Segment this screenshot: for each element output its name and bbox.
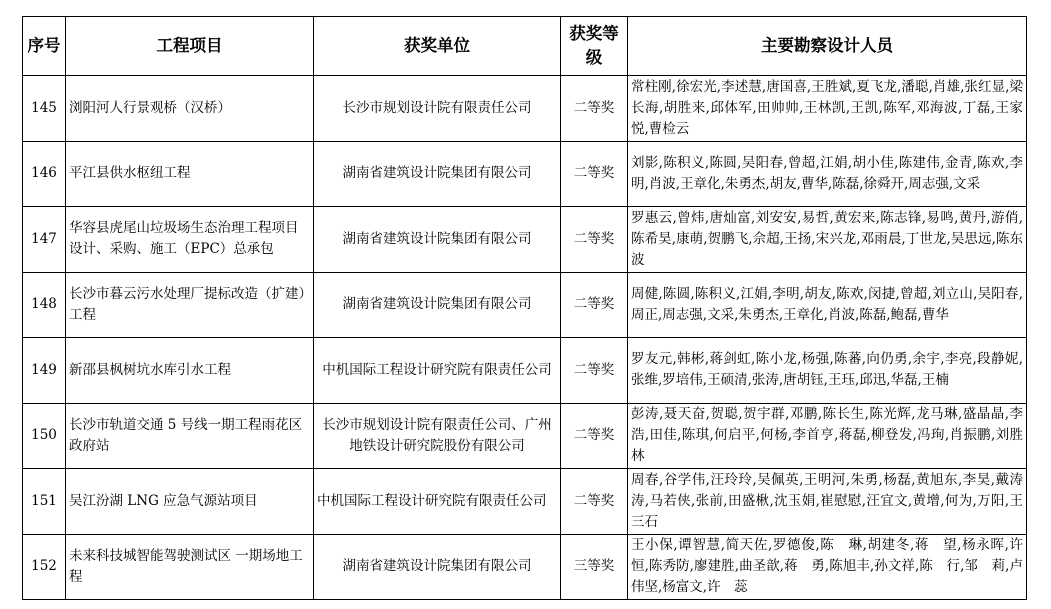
row-unit: 中机国际工程设计研究院有限责任公司 (314, 469, 561, 535)
table-row (23, 338, 1027, 404)
row-unit: 长沙市规划设计院有限责任公司 (314, 76, 561, 142)
header-people: 主要勘察设计人员 (628, 17, 1027, 76)
row-people: 周春,谷学伟,汪玲玲,吴佩英,王明河,朱勇,杨磊,黄旭东,李昊,戴涛涛,马若侠,张前,田盛楸,沈玉娟,崔慰慰,汪宜文,黄增,何为,万阳,王三石 (628, 469, 1027, 535)
row-no: 146 (23, 141, 66, 207)
row-no: 145 (23, 76, 66, 142)
table-row (23, 207, 1027, 273)
row-no: 148 (23, 272, 66, 338)
header-grade (561, 17, 628, 76)
row-grade: 二等奖 (561, 141, 628, 207)
header-row (23, 17, 1027, 76)
row-unit: 湖南省建筑设计院集团有限公司 (314, 141, 561, 207)
row-no: 149 (23, 338, 66, 404)
row-people: 罗友元,韩彬,蒋剑虹,陈小龙,杨强,陈蕃,向仍勇,余宇,李亮,段静妮,张维,罗培伟,王硕清,张涛,唐胡钰,王珏,邱迅,华磊,王楠 (628, 338, 1027, 404)
row-people: 王小保,谭智慧,简天佐,罗德俊,陈 琳,胡建冬,蒋 望,杨永晖,许 恒,陈秀防,廖建胜,曲圣歆,蒋 勇,陈旭丰,孙文祥,陈 行,邹 莉,卢伟坚,杨富文,许 蕊 (628, 534, 1027, 600)
row-no: 151 (23, 469, 66, 535)
row-grade: 二等奖 (561, 207, 628, 273)
row-unit: 湖南省建筑设计院集团有限公司 (314, 534, 561, 600)
table-row (23, 141, 1027, 207)
row-grade: 二等奖 (561, 76, 628, 142)
row-people: 彭涛,聂天奋,贺聪,贺宇群,邓鹏,陈长生,陈光辉,龙马琳,盛晶晶,李浩,田佳,陈琪,何启平,何杨,李首亨,蒋磊,柳登发,冯珣,肖振鹏,刘胜林 (628, 403, 1027, 469)
table-row (23, 403, 1027, 469)
row-unit: 湖南省建筑设计院集团有限公司 (314, 207, 561, 273)
header-project: 工程项目 (66, 17, 314, 76)
row-project: 新邵县枫树坑水库引水工程 (66, 338, 314, 404)
row-grade: 二等奖 (561, 403, 628, 469)
header-unit: 获奖单位 (314, 17, 561, 76)
table-row (23, 272, 1027, 338)
row-project: 华容县虎尾山垃圾场生态治理工程项目设计、采购、施工（EPC）总承包 (66, 207, 314, 273)
header-grade-text: 获奖等级 (569, 24, 619, 67)
awards-table (22, 16, 1037, 600)
header-no: 序号 (23, 17, 66, 76)
row-project: 浏阳河人行景观桥（汉桥） (66, 76, 314, 142)
table-row (23, 534, 1027, 600)
row-no: 150 (23, 403, 66, 469)
row-no: 147 (23, 207, 66, 273)
row-unit: 湖南省建筑设计院集团有限公司 (314, 272, 561, 338)
row-project: 未来科技城智能驾驶测试区 一期场地工程 (66, 534, 314, 600)
row-project: 长沙市轨道交通 5 号线一期工程雨花区政府站 (66, 403, 314, 469)
row-grade: 二等奖 (561, 272, 628, 338)
row-no: 152 (23, 534, 66, 600)
row-unit: 中机国际工程设计研究院有限责任公司 (314, 338, 561, 404)
row-grade: 二等奖 (561, 338, 628, 404)
row-unit: 长沙市规划设计院有限责任公司、广州地铁设计研究院股份有限公司 (314, 403, 561, 469)
table-row (23, 76, 1027, 142)
row-people: 常柱刚,徐宏光,李述慧,唐国喜,王胜斌,夏飞龙,潘聪,肖雄,张红显,梁长海,胡胜来,邱体军,田帅帅,王林凯,王凯,陈军,邓海波,丁磊,王家悦,曹检云 (628, 76, 1027, 142)
table-row (23, 469, 1027, 535)
row-people: 周健,陈圆,陈积义,江娟,李明,胡友,陈欢,闵捷,曾超,刘立山,吴阳春,周正,周志强,文采,朱勇杰,王章化,肖波,陈磊,鲍磊,曹华 (628, 272, 1027, 338)
row-grade: 三等奖 (561, 534, 628, 600)
row-grade: 二等奖 (561, 469, 628, 535)
row-people: 罗惠云,曾炜,唐灿富,刘安安,易哲,黄宏来,陈志锋,易鸣,黄丹,游俏,陈希昊,康萌,贺鹏飞,佘超,王扬,宋兴龙,邓雨晨,丁世龙,吴思远,陈东波 (628, 207, 1027, 273)
row-project: 长沙市暮云污水处理厂提标改造（扩建）工程 (66, 272, 314, 338)
row-people: 刘影,陈积义,陈圆,吴阳春,曾超,江娟,胡小佳,陈建伟,金青,陈欢,李明,肖波,王章化,朱勇杰,胡友,曹华,陈磊,徐舜开,周志强,文采 (628, 141, 1027, 207)
row-project: 吴江汾湖 LNG 应急气源站项目 (66, 469, 314, 535)
row-project: 平江县供水枢纽工程 (66, 141, 314, 207)
